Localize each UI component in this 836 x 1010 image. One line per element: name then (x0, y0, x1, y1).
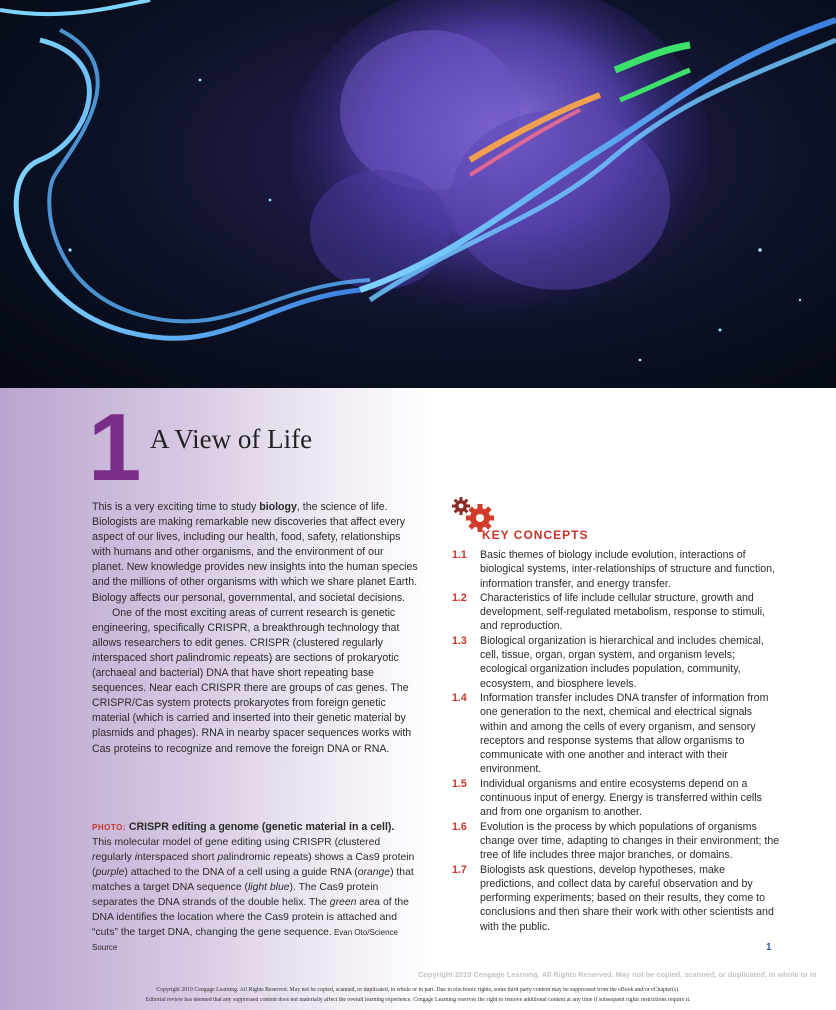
crispr-molecule-illustration (0, 0, 836, 388)
key-concept-item: 1.3 Biological organization is hierarchical and includes chemical, cell, tissue, organ, organ system, and organism levels; ecological organization includes population, community, ecosystem, and biosphere levels. (452, 634, 764, 690)
copyright-watermark: Copyright 2019 Cengage Learning. All Rights Reserved. May not be copied, scanned, or duplicated, in whole or in (418, 970, 817, 979)
photo-credit: Evan Oto/Science Source (92, 928, 398, 952)
key-concept-item: 1.1 Basic themes of biology include evolution, interactions of biological systems, inter-relationships of structure and function, information transfer, and energy transfer. (452, 549, 776, 590)
intro-paragraph-2: One of the most exciting areas of current research is genetic engineering, specifically CRISPR, a breakthrough technology that allows researchers to edit genes. CRISPR (clustered regularly interspaced short palindromic repeats) are sections of prokaryotic (archaeal and bacterial) DNA that have short repeating base sequences. Near each CRISPR there are groups of cas genes. The CRISPR/Cas system protects prokaryotes from foreign genetic material (which is carried and inserted into their genetic material by plasmids and phages). RNA in nearby spacer sequences works with Cas proteins to recognize and remove the foreign DNA or RNA. (92, 606, 412, 755)
key-concepts-list (452, 548, 782, 934)
key-concepts-title: KEY CONCEPTS (482, 528, 589, 542)
photo-heading: CRISPR editing a genome (genetic material in a cell). (128, 821, 395, 833)
key-concept-item: 1.2 Characteristics of life include cellular structure, growth and development, self-regulated metabolism, response to stimuli, and reproduction. (452, 591, 765, 633)
photo-label: PHOTO: (92, 823, 126, 832)
chapter-number: 1 (88, 394, 142, 501)
photo-caption: PHOTO: CRISPR editing a genome (genetic material in a cell). This molecular model of gene editing using CRISPR (clustered regularly interspaced short palindromic repeats) shows a Cas9 protein (purple) attached to the DNA of a cell using a guide RNA (orange) that matches a target DNA sequence (light blue). The Cas9 protein separates the DNA strands of the double helix. The green area of the DNA identifies the location where the Cas9 protein is attached and “cuts” the target DNA, changing the gene sequence. Evan Oto/Science Source (92, 821, 415, 952)
intro-text (92, 500, 418, 757)
hero-image-crispr (0, 0, 836, 388)
intro-paragraph-1: This is a very exciting time to study biology, the science of life. Biologists are making remarkable new discoveries that affect every aspect of our lives, including our health, food, safety, relationships with humans and other organisms, and the environment of our planet. New knowledge provides new insights into the human species and the millions of other organisms with which we share planet Earth. Biology affects our personal, governmental, and societal decisions. (92, 501, 418, 604)
copyright-notice-line-1: Copyright 2019 Cengage Learning. All Rights Reserved. May not be copied, scanned, or duplicated, in whole or in part. Due to electronic rights, some third party content may be suppressed from the eBook and/or eChapter(s). (156, 987, 680, 993)
page-number: 1 (766, 942, 772, 953)
key-concept-item: 1.7 Biologists ask questions, develop hypotheses, make predictions, and collect data by careful observation and by performing experiments; based on their results, they come to conclusions and then share their work with other scientists and with the public. (452, 863, 774, 933)
key-concept-item: 1.6 Evolution is the process by which populations of organisms change over time, adapting to changes in their environment; the tree of life includes three major branches, or domains. (452, 820, 780, 862)
term-biology: biology (259, 501, 297, 513)
copyright-notice-line-2: Editorial review has deemed that any suppressed content does not materially affect the overall learning experience. Cengage Learning reserves the right to remove additional content at any time if subsequent rights restrictions require it. (145, 997, 691, 1003)
key-concept-item: 1.4 Information transfer includes DNA transfer of information from one generation to the next, chemical and electrical signals within and among the cells of every organism, and sensory receptors and response systems that allow organisms to communicate with one another and interact with their environment. (452, 691, 769, 776)
chapter-title: A View of Life (150, 424, 313, 454)
key-concept-item: 1.5 Individual organisms and entire ecosystems depend on a continuous input of energy. Energy is transferred within cells and from one organism to another. (452, 777, 762, 819)
